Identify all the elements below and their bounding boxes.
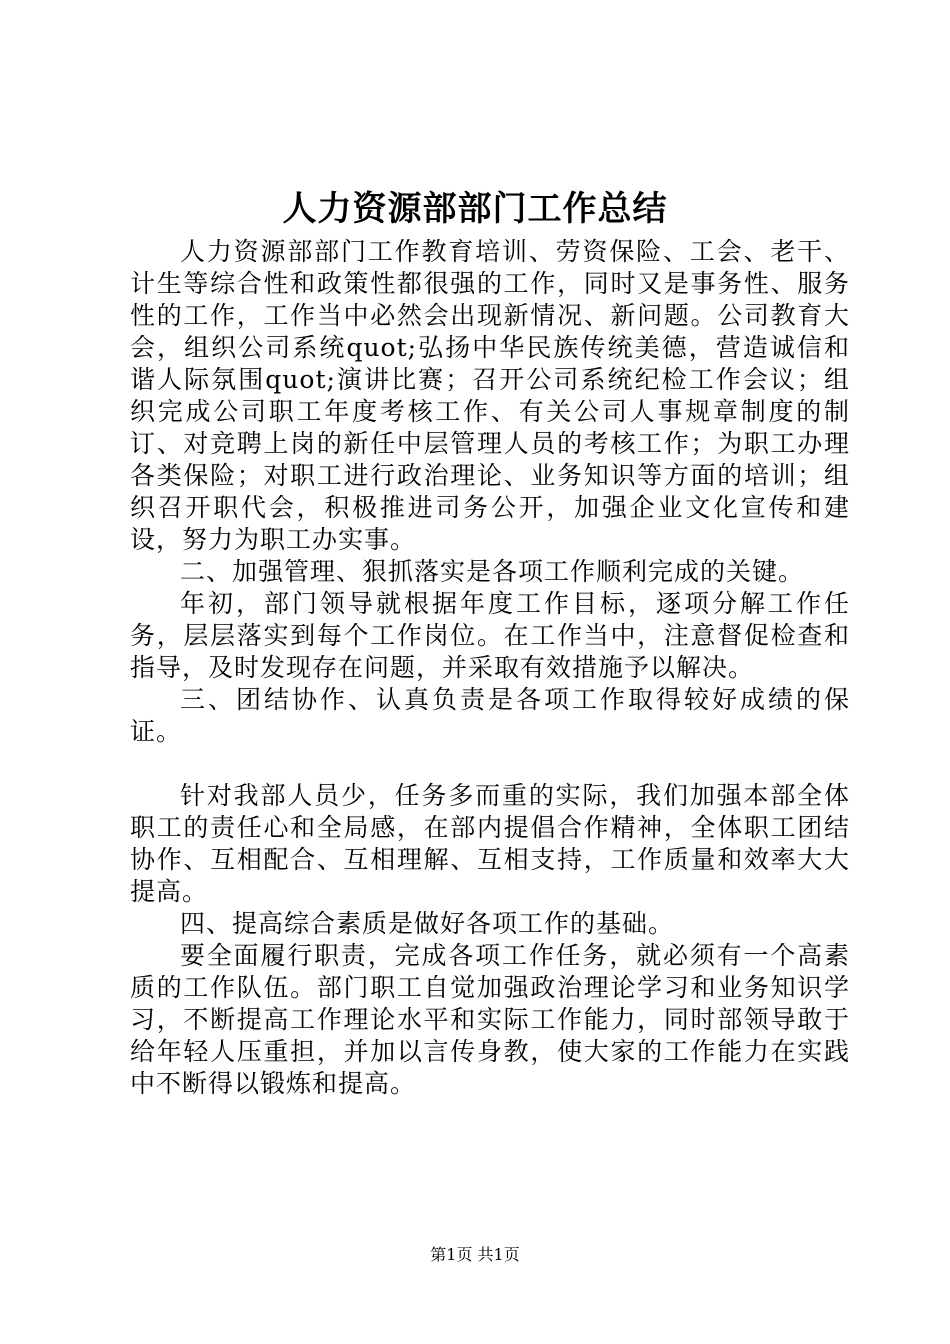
document-body — [130, 236, 850, 1100]
paragraph-teamwork: 针对我部人员少，任务多而重的实际，我们加强本部全体职工的责任心和全局感，在部内提倡合作精神，全体职工团结协作、互相配合、互相理解、互相支持，工作质量和效率大大提高。 — [130, 781, 850, 906]
paragraph-management: 年初，部门领导就根据年度工作目标，逐项分解工作任务，层层落实到每个工作岗位。在工作当中，注意督促检查和指导，及时发现存在问题，并采取有效措施予以解决。 — [130, 589, 850, 682]
page-number-footer: 第1页 共1页 — [430, 1245, 520, 1264]
document-title: 人力资源部部门工作总结 — [282, 189, 668, 229]
paragraph-quality: 要全面履行职责，完成各项工作任务，就必须有一个高素质的工作队伍。部门职工自觉加强政治理论学习和业务知识学习，不断提高工作理论水平和实际工作能力，同时部领导敢于给年轻人压重担，并加以言传身教，使大家的工作能力在实践中不断得以锻炼和提高。 — [130, 941, 850, 1098]
section-heading-management: 二、加强管理、狠抓落实是各项工作顺利完成的关键。 — [180, 557, 805, 586]
paragraph-intro: 人力资源部部门工作教育培训、劳资保险、工会、老干、计生等综合性和政策性都很强的工作，同时又是事务性、服务性的工作，工作当中必然会出现新情况、新问题。公司教育大会，组织公司系统quot;弘扬中华民族传统美德，营造诚信和谐人际氛围quot;演讲比赛；召开公司系统纪检工作会议；组织完成公司职工年度考核工作、有关公司人事规章制度的制订、对竞聘上岗的新任中层管理人员的考核工作；为职工办理各类保险；对职工进行政治理论、业务知识等方面的培训；组织召开职代会，积极推进司务公开，加强企业文化宣传和建设，努力为职工办实事。 — [130, 237, 850, 554]
section-heading-quality: 四、提高综合素质是做好各项工作的基础。 — [180, 909, 675, 938]
section-heading-teamwork: 三、团结协作、认真负责是各项工作取得较好成绩的保证。 — [130, 685, 850, 746]
